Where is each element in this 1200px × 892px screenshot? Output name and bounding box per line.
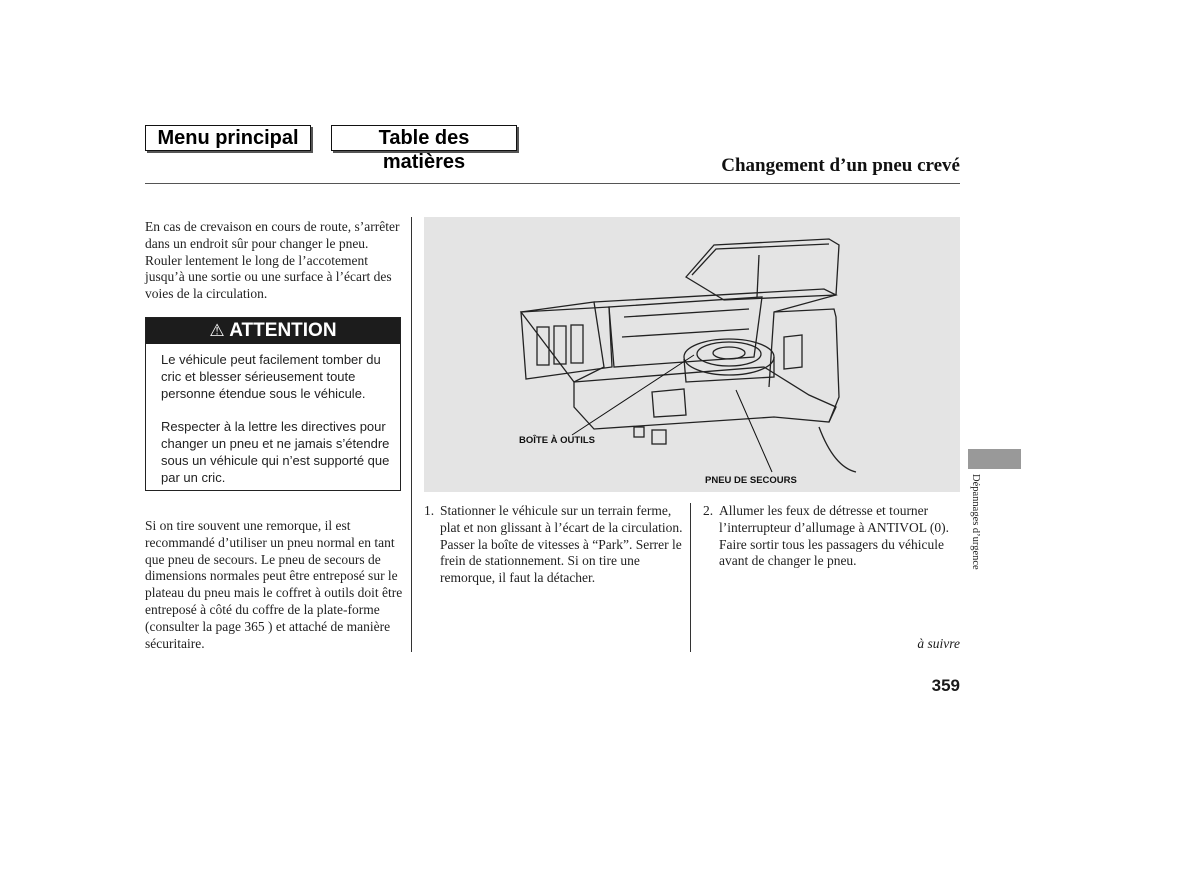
menu-principal-button[interactable]: Menu principal	[145, 125, 311, 151]
table-des-matieres-button[interactable]: Table des matières	[331, 125, 517, 151]
continued-note: à suivre	[917, 636, 960, 651]
toolbox-label: BOÎTE À OUTILS	[519, 435, 595, 446]
warning-triangle-icon: ⚠	[209, 321, 225, 340]
page-title: Changement d’un pneu crevé	[721, 155, 960, 176]
warning-paragraph-1: Le véhicule peut facilement tomber du cric et blesser sérieusement toute personne étendue sous le véhicule.	[161, 352, 381, 401]
section-tab	[968, 449, 1021, 469]
step-2-text: Allumer les feux de détresse et tourner l’interrupteur d’allumage à ANTIVOL (0). Faire sortir tous les passagers du véhicule avant de changer le pneu.	[719, 503, 950, 569]
truck-bed-illustration	[424, 217, 960, 492]
section-tab-label: Dépannages d’urgence	[970, 474, 981, 570]
step-1-number: 1.	[424, 503, 435, 518]
warning-box	[145, 317, 401, 491]
warning-heading-text: ATTENTION	[229, 320, 337, 341]
warning-heading	[146, 318, 400, 344]
intro-paragraph: En cas de crevaison en cours de route, s’arrêter dans un endroit sûr pour changer le pneu. Rouler lentement le long de l’accotement jusqu’à une sortie ou une surface à l’écart des voies de la circulation.	[145, 219, 400, 302]
spare-tire-label: PNEU DE SECOURS	[705, 475, 797, 486]
page-number: 359	[931, 676, 960, 695]
trailer-paragraph: Si on tire souvent une remorque, il est recommandé d’utiliser un pneu normal en tant que pneu de secours. Le pneu de secours de dimensions normales peut être entreposé sur le plateau du pneu mais le coffret à outils doit être entreposé à côté du coffre de la plate-forme (consulter la page 365 ) et attaché de manière sécuritaire.	[145, 518, 403, 651]
step-2	[703, 503, 960, 570]
warning-paragraph-2: Respecter à la lettre les directives pour changer un pneu et ne jamais s’étendre sous un véhicule qui n’est supporté que par un cric.	[161, 419, 390, 485]
column-divider-right	[690, 503, 691, 652]
truck-drawing	[424, 217, 960, 492]
step-1-text: Stationner le véhicule sur un terrain ferme, plat et non glissant à l’écart de la circulation. Passer la boîte de vitesses à “Park”. Serrer le frein de stationnement. Si on tire une remorque, il faut la détacher.	[440, 503, 683, 586]
step-1	[424, 503, 686, 587]
step-2-number: 2.	[703, 503, 714, 518]
title-divider	[145, 183, 960, 184]
column-divider-left	[411, 217, 412, 652]
